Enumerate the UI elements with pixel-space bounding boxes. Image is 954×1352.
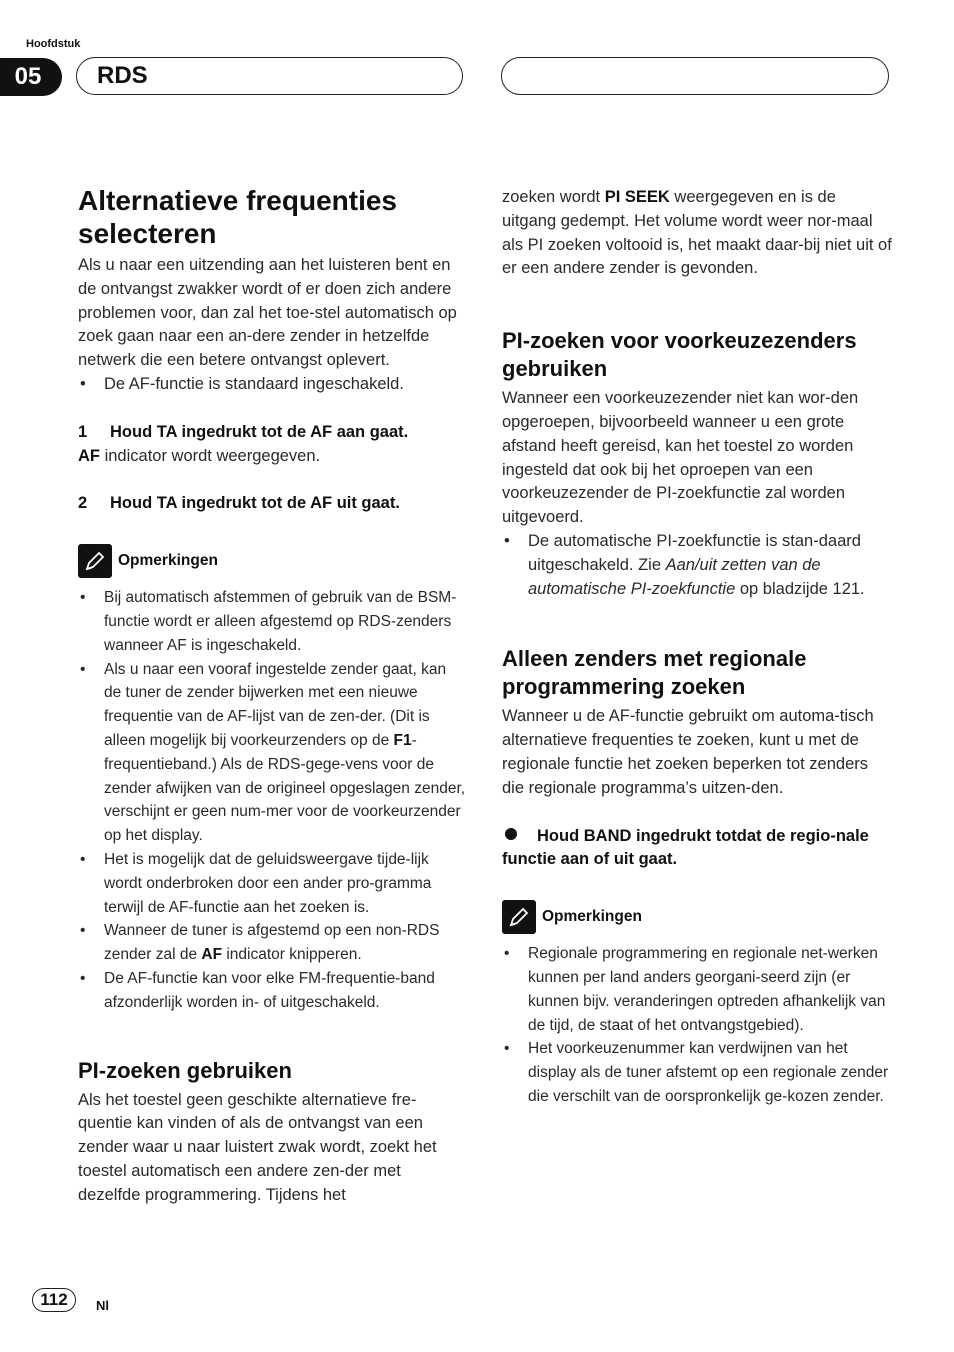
notes-title: Opmerkingen xyxy=(542,908,642,926)
list-item: • Als u naar een vooraf ingestelde zender gaat, kan de tuner de zender bijwerken met een nieuwe frequentie van de AF-lijst van de zen-der. (Dit is alleen mogelijk bij voorkeurzenders op de F1-frequentieband.) Als de RDS-gege-vens voor de zender afwijken van de origineel opgeslagen zender, verschijnt er geen num-mer voor de voorkeurzender op het display. xyxy=(80,660,466,845)
left-column xyxy=(78,184,466,1208)
list-item: • Het is mogelijk dat de geluidsweergave tijde-lijk wordt onderbroken door een ander pro-gramma terwijl de AF-functie aan het zoeken is. xyxy=(80,850,432,916)
list-item: • Wanneer de tuner is afgestemd op een non-RDS zender zal de AF indicator knipperen. xyxy=(80,922,440,964)
pi-search-paragraph: Als het toestel geen geschikte alternatieve fre-quentie kan vinden of als de ontvangst van een zender waar u naar luistert zwak wordt, zoekt het toestel automatisch een andere zen-der met dezelfde programmering. Tijdens het xyxy=(78,1090,437,1204)
heading-regional: Alleen zenders met regionale programmering zoeken xyxy=(502,646,807,700)
list-item: • De AF-functie kan voor elke FM-frequentie-band afzonderlijk worden in- of uitgeschakeld. xyxy=(80,969,435,1011)
notes-list xyxy=(502,942,892,1109)
preset-bullet-list xyxy=(502,530,892,601)
step-1: 1 Houd TA ingedrukt tot de AF aan gaat. xyxy=(78,422,409,441)
section-title: RDS xyxy=(76,57,463,95)
pencil-icon xyxy=(502,900,536,934)
page-number: 112 xyxy=(32,1288,76,1312)
step-1-description: AF indicator wordt weergegeven. xyxy=(78,446,321,465)
list-item: • Bij automatisch afstemmen of gebruik van de BSM-functie wordt er alleen afgestemd op RDS-zenders wanneer AF is ingeschakeld. xyxy=(80,589,457,654)
notes-header xyxy=(502,900,892,934)
bullet-dot-icon xyxy=(505,828,517,840)
list-item: • De AF-functie is standaard ingeschakeld. xyxy=(80,374,404,393)
heading-pi-preset: PI-zoeken voor voorkeuzezenders gebruiken xyxy=(502,328,857,382)
notes-header xyxy=(78,544,466,578)
heading-pi-search: PI-zoeken gebruiken xyxy=(78,1057,292,1083)
regional-paragraph: Wanneer u de AF-functie gebruikt om automa-tisch alternatieve frequenties te zoeken, kunt u met de regionale functie het zoeken beperken tot zenders die regionale programma’s uitzen-den. xyxy=(502,707,874,797)
regional-step: Houd BAND ingedrukt totdat de regio-nale functie aan of uit gaat. xyxy=(502,826,869,869)
heading-alternative-frequencies: Alternatieve frequenties selecteren xyxy=(78,185,397,249)
pencil-icon xyxy=(78,544,112,578)
right-column xyxy=(502,186,892,1109)
continued-paragraph: zoeken wordt PI SEEK weergegeven en is de uitgang gedempt. Het volume wordt weer nor-maal als PI zoeken voltooid is, het maakt daar-bij niet uit of er een andere zender is gevonden. xyxy=(502,188,892,278)
list-item: • De automatische PI-zoekfunctie is stan-daard uitgeschakeld. Zie Aan/uit zetten van de automatische PI-zoekfunctie op bladzijde 121. xyxy=(504,531,865,598)
intro-paragraph: Als u naar een uitzending aan het luisteren bent en de ontvangst zwakker wordt of er doen zich andere problemen voor, dan zal het toe-stel automatisch op zoek gaan naar een an-dere zender in hetzelfde netwerk die een betere ontvangst oplevert. xyxy=(78,256,457,370)
language-code: Nl xyxy=(96,1298,109,1313)
header-empty-pill xyxy=(501,57,889,95)
list-item: • Regionale programmering en regionale net-werken kunnen per land anders georgani-seerd zijn (er kunnen bijv. veranderingen optreden afhankelijk van de tijd, de staat of het ontvangstgebied). xyxy=(504,945,886,1034)
notes-title: Opmerkingen xyxy=(118,552,218,570)
step-2: 2 Houd TA ingedrukt tot de AF uit gaat. xyxy=(78,494,400,513)
preset-paragraph: Wanneer een voorkeuzezender niet kan wor-den opgeroepen, bijvoorbeeld wanneer u een grote afstand heeft gereisd, kan het toestel zo worden ingesteld dat ook bij het oproepen van een voorkeuzezender de PI-zoekfunctie zal worden uitgevoerd. xyxy=(502,389,859,527)
list-item: • Het voorkeuzenummer kan verdwijnen van het display als de tuner afstemt op een regionale zender die verschilt van de oorspronkelijk ge-kozen zender. xyxy=(504,1040,889,1105)
chapter-label: Hoofdstuk xyxy=(26,38,81,50)
chapter-number: 05 xyxy=(0,58,62,96)
notes-list xyxy=(78,586,466,1014)
default-bullet-list xyxy=(78,373,466,397)
